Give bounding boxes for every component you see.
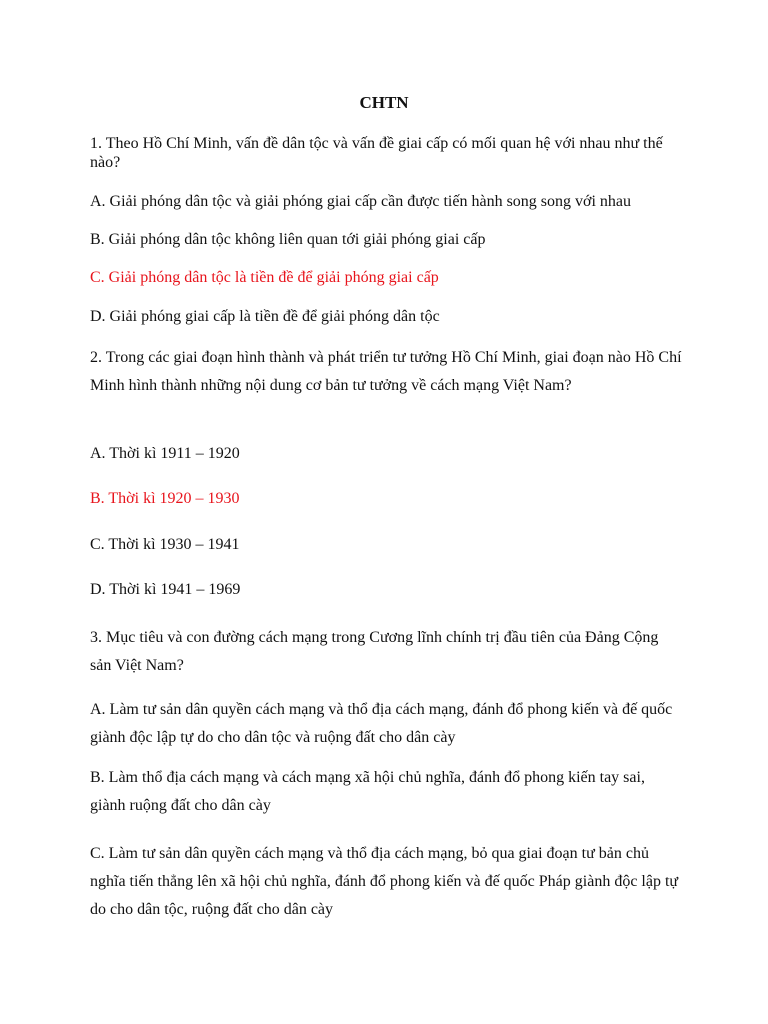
question-3-option-a: A. Làm tư sản dân quyền cách mạng và thổ địa cách mạng, đánh đổ phong kiến và đế quốc giành độc lập tự do cho dân tộc và ruộng đất cho dân cày [90, 701, 673, 746]
question-2-option-d: D. Thời kì 1941 – 1969 [90, 581, 241, 598]
question-2-option-a: A. Thời kì 1911 – 1920 [90, 445, 240, 462]
question-3-text: 3. Mục tiêu và con đường cách mạng trong Cương lĩnh chính trị đầu tiên của Đảng Cộng sản Việt Nam? [90, 629, 659, 674]
question-2-option-c: C. Thời kì 1930 – 1941 [90, 536, 240, 553]
question-2-option-b-correct: B. Thời kì 1920 – 1930 [90, 490, 240, 507]
question-2-text: 2. Trong các giai đoạn hình thành và phát triển tư tưởng Hồ Chí Minh, giai đoạn nào Hồ Chí Minh hình thành những nội dung cơ bản tư tưởng về cách mạng Việt Nam? [90, 349, 682, 394]
question-1-option-a: A. Giải phóng dân tộc và giải phóng giai cấp cần được tiến hành song song với nhau [90, 193, 632, 210]
question-1-text: 1. Theo Hồ Chí Minh, vấn đề dân tộc và vấn đề giai cấp có mối quan hệ với nhau như thế nào? [90, 135, 663, 171]
question-3-option-c: C. Làm tư sản dân quyền cách mạng và thổ địa cách mạng, bỏ qua giai đoạn tư bản chủ nghĩa tiến thẳng lên xã hội chủ nghĩa, đánh đổ phong kiến và đế quốc Pháp giành độc lập tự do cho dân tộc, ruộng đất cho dân cày [90, 845, 679, 918]
question-1-option-b: B. Giải phóng dân tộc không liên quan tới giải phóng giai cấp [90, 231, 486, 248]
question-1-option-d: D. Giải phóng giai cấp là tiền đề để giải phóng dân tộc [90, 308, 440, 325]
question-3-option-b: B. Làm thổ địa cách mạng và cách mạng xã hội chủ nghĩa, đánh đổ phong kiến tay sai, giành ruộng đất cho dân cày [90, 769, 645, 814]
question-1-option-c-correct: C. Giải phóng dân tộc là tiền đề để giải phóng giai cấp [90, 269, 439, 286]
document-title: CHTN [359, 93, 409, 112]
